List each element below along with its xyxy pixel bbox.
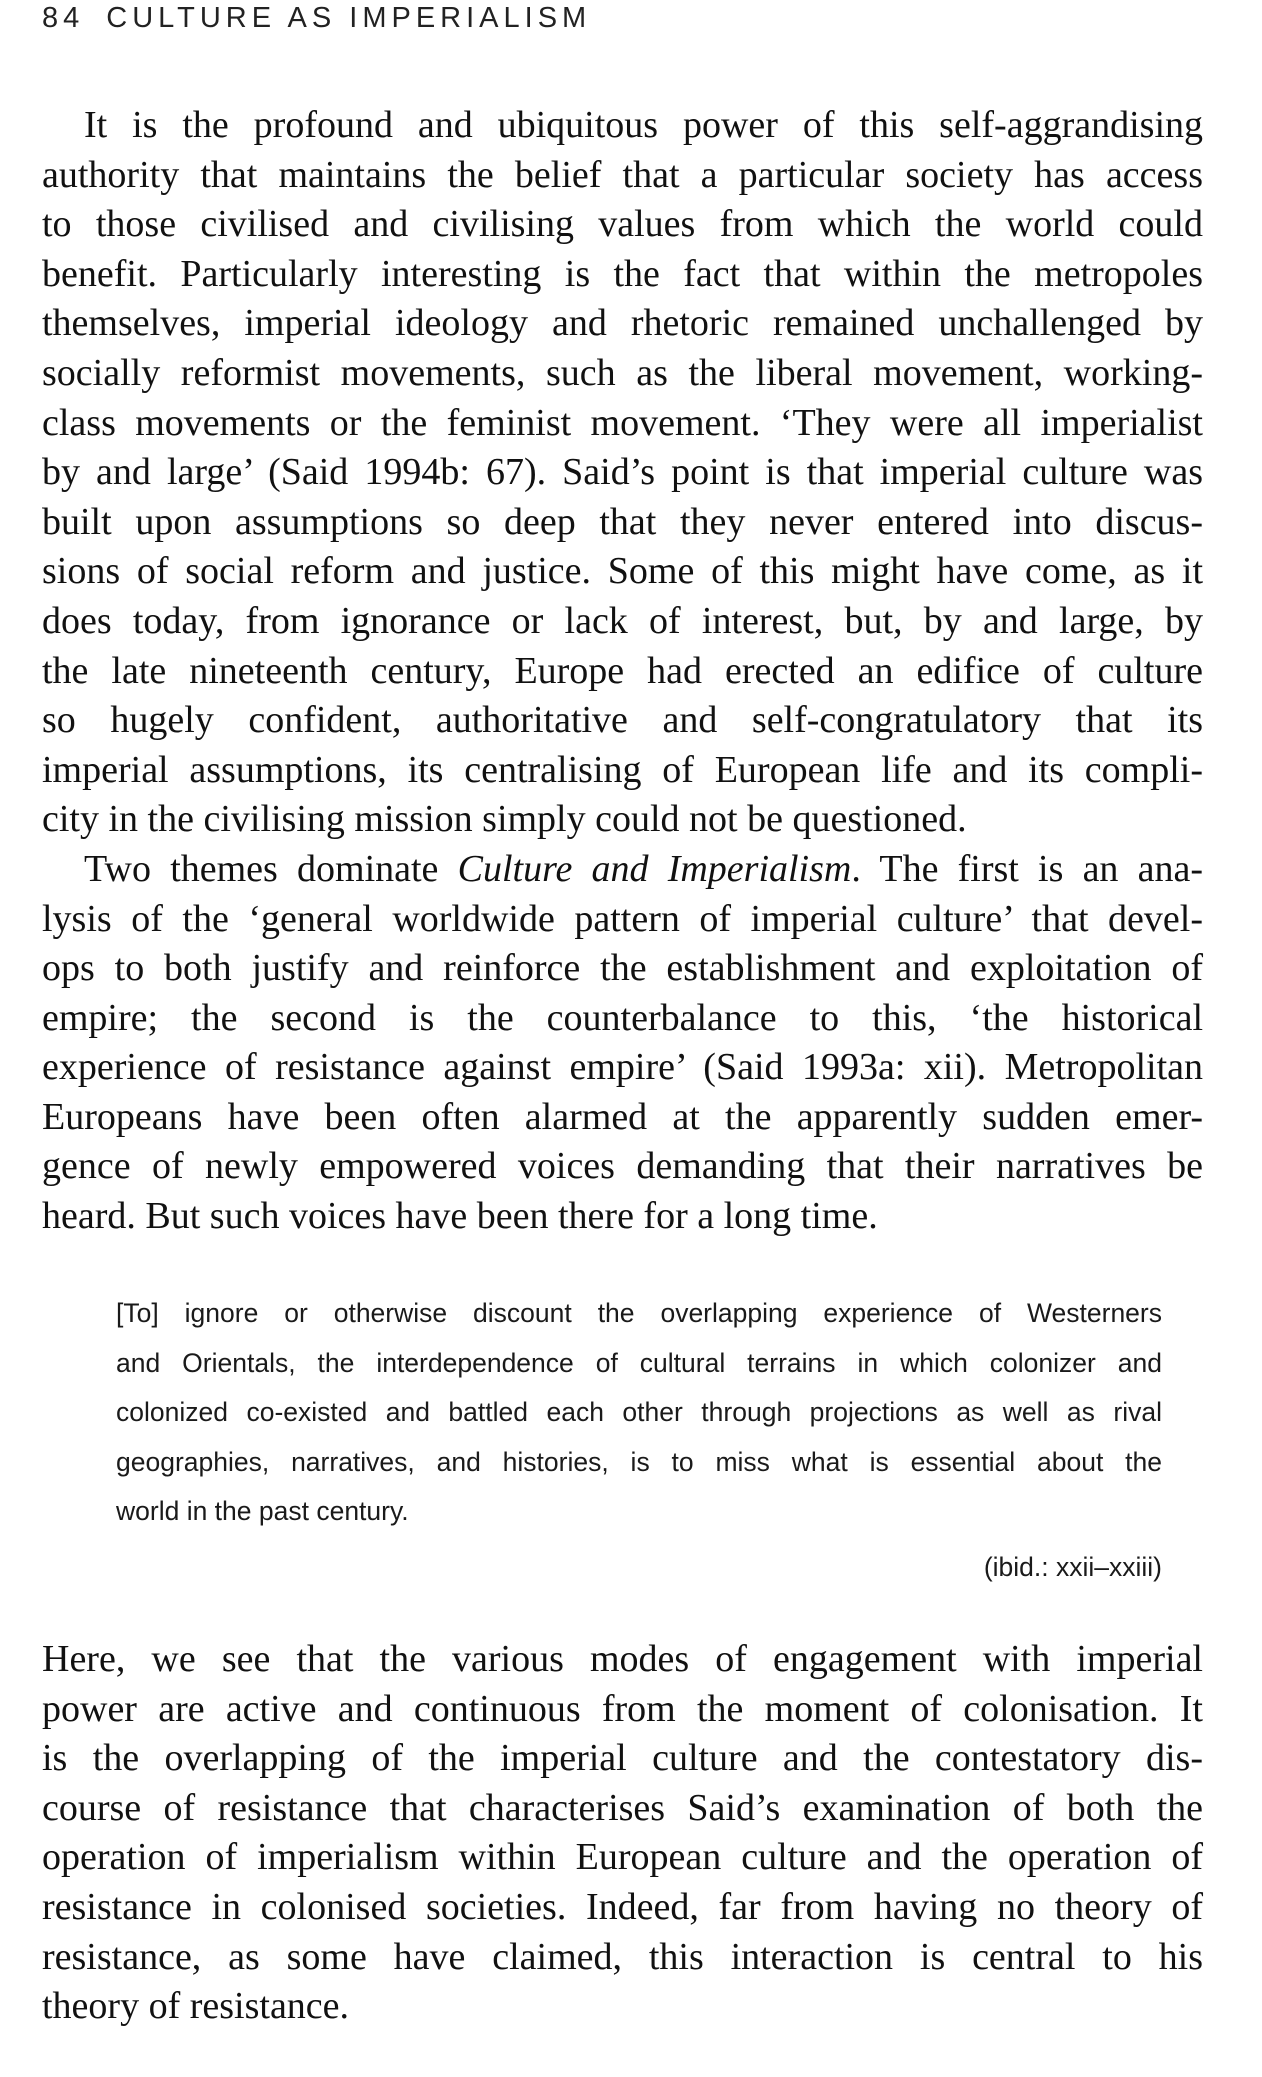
text-line: the late nineteenth century, Europe had erected an edifice of culture — [42, 649, 1203, 692]
quote-line: and Orientals, the interdependence of cultural terrains in which colonizer and — [116, 1347, 1162, 1378]
text-line: class movements or the feminist movement. ‘They were all imperialist — [42, 401, 1203, 444]
text-line: themselves, imperial ideology and rhetoric remained unchallenged by — [42, 302, 1203, 345]
text-line: imperial assumptions, its centralising of European life and its compli- — [42, 748, 1203, 791]
text-line: socially reformist movements, such as the liberal movement, working- — [42, 351, 1203, 394]
running-header — [42, 0, 591, 36]
closing-paragraph — [42, 1635, 1203, 2032]
text-line: empire; the second is the counterbalance to this, ‘the historical — [42, 996, 1203, 1039]
text-line: Here, we see that the various modes of engagement with imperial — [42, 1638, 1203, 1680]
text-line: so hugely confident, authoritative and self-congratulatory that its — [42, 699, 1203, 742]
text-line: by and large’ (Said 1994b: 67). Said’s point is that imperial culture was — [42, 451, 1203, 494]
text-line: lysis of the ‘general worldwide pattern of imperial culture’ that devel- — [42, 897, 1203, 940]
text-line: authority that maintains the belief that a particular society has access — [42, 153, 1203, 196]
text-line: resistance in colonised societies. Indeed, far from having no theory of — [42, 1885, 1203, 1928]
text-line: operation of imperialism within European culture and the operation of — [42, 1836, 1203, 1879]
text-line: course of resistance that characterises Said’s examination of both the — [42, 1786, 1203, 1829]
text-line: experience of resistance against empire’ (Said 1993a: xii). Metropolitan — [42, 1046, 1203, 1089]
text-line: resistance, as some have claimed, this interaction is central to his — [42, 1935, 1203, 1978]
text-line: ops to both justify and reinforce the establishment and exploitation of — [42, 947, 1203, 990]
text-line: sions of social reform and justice. Some of this might have come, as it — [42, 550, 1203, 593]
text-line: gence of newly empowered voices demanding that their narratives be — [42, 1145, 1203, 1188]
text-line: benefit. Particularly interesting is the fact that within the metropoles — [42, 252, 1203, 295]
quote-line: [To] ignore or otherwise discount the overlapping experience of Westerners — [116, 1298, 1162, 1328]
text-line: heard. But such voices have been there for a long time. — [42, 1195, 878, 1238]
paragraph-1 — [42, 101, 1203, 1242]
quote-line: colonized co-existed and battled each other through projections as well as rival — [116, 1397, 1162, 1427]
block-quote — [116, 1289, 1162, 1537]
text-line-with-book-title — [42, 845, 1203, 895]
text-line: built upon assumptions so deep that they never entered into discus- — [42, 500, 1203, 543]
text-line: to those civilised and civilising values from which the world could — [42, 203, 1203, 246]
text-line: does today, from ignorance or lack of interest, but, by and large, by — [42, 599, 1203, 642]
text-fragment: Two themes dominate — [84, 847, 458, 890]
page-number: 84 — [42, 2, 85, 34]
text-fragment: . The first is an ana- — [851, 847, 1204, 890]
text-line: theory of resistance. — [42, 1985, 350, 2028]
text-line: It is the profound and ubiquitous power of this self-aggrandising — [84, 104, 1203, 146]
book-title: Culture and Imperialism — [457, 847, 852, 890]
quote-line: world in the past century. — [116, 1496, 409, 1526]
running-title: CULTURE AS IMPERIALISM — [106, 2, 592, 34]
text-line: Europeans have been often alarmed at the apparently sudden emer- — [42, 1095, 1203, 1138]
text-line: power are active and continuous from the moment of colonisation. It — [42, 1687, 1203, 1730]
quote-line: geographies, narratives, and histories, is to miss what is essential about the — [116, 1446, 1162, 1477]
quote-citation: (ibid.: xxii–xxiii) — [983, 1552, 1162, 1582]
text-line: is the overlapping of the imperial culture and the contestatory dis- — [42, 1737, 1203, 1780]
text-line: city in the civilising mission simply could not be questioned. — [42, 798, 967, 841]
